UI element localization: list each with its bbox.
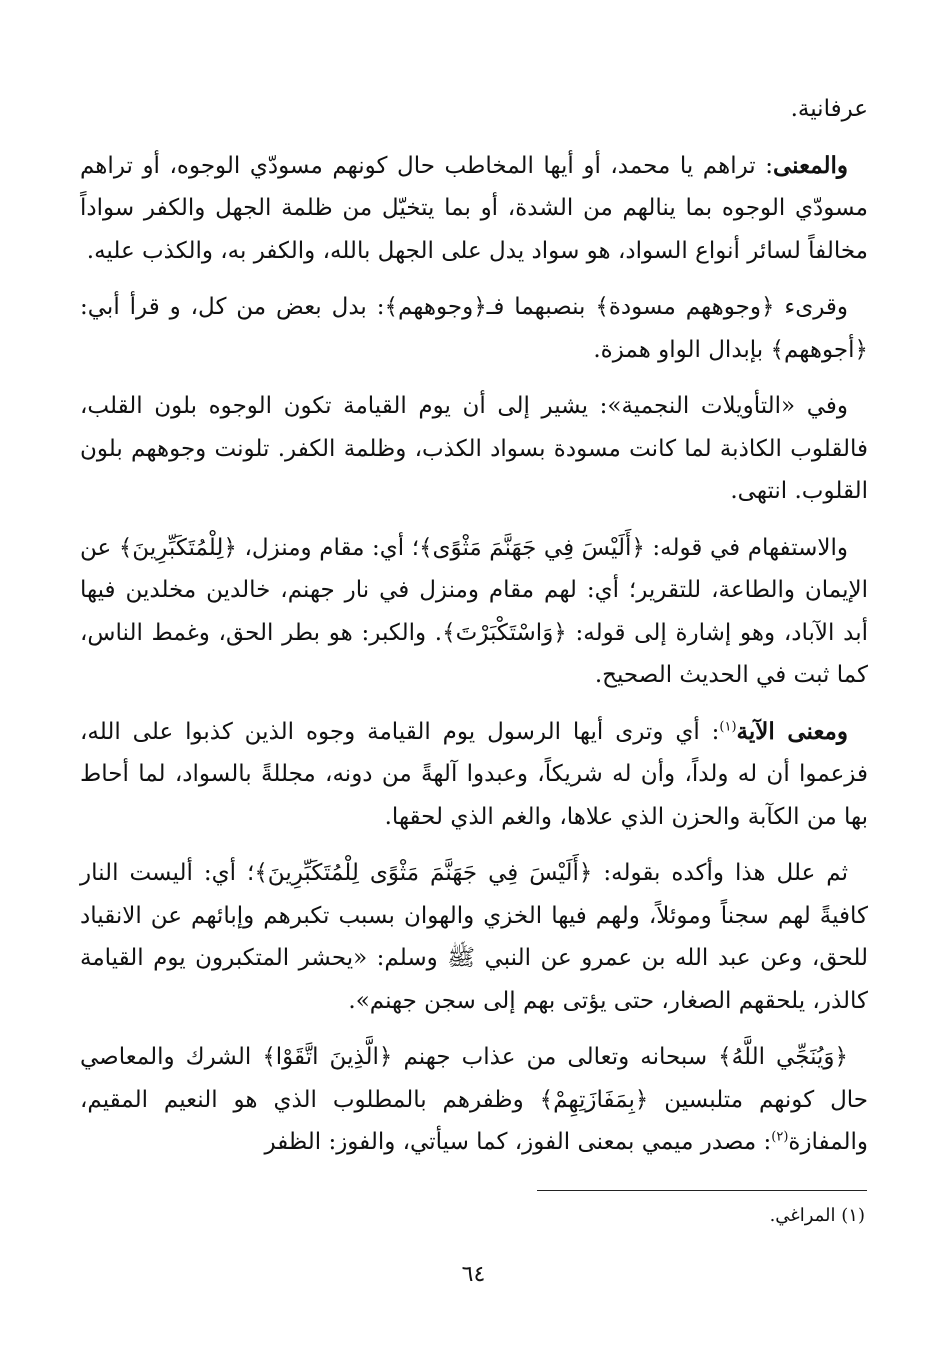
footnote-number: (١): [841, 1205, 865, 1226]
paragraph-istifham: [80, 527, 868, 697]
p7-t3: وظفرهم بالمطلوب الذي هو النعيم المقيم، والمفازة: [80, 1086, 868, 1155]
page-number: ٦٤: [461, 1262, 486, 1287]
p4-t4: . والكبر: هو بطر الحق، وغمط الناس، كما ثبت في الحديث الصحيح.: [80, 619, 868, 688]
p6-t2: ؛ أي: أليست النار كافيةً لهم سجناً وموئلاً، ولهم فيها الخزي والهوان بسبب تكبرهم وإبائهم عن الانقياد للحق، وعن عبد الله بن عمرو عن النبي ﷺ وسلم: «يحشر المتكبرون يوم القيامة كالذر، يلحقهم الصغار، حتى يؤتى بهم إلى سجن جهنم».: [80, 860, 868, 1014]
p1-lead: والمعنى: [772, 151, 848, 179]
p5-text: : أي وترى أيها الرسول يوم القيامة وجوه الذين كذبوا على الله، فزعموا أن له ولداً، وأن له شريكاً، وعبدوا آلهةً من دونه، مجللةً بالسواد، لما أحاط بها من الكآبة والحزن الذي علاها، والغم الذي لحقها.: [80, 718, 868, 830]
p2-verse-1: ﴿وجوههم مسودة﴾: [595, 294, 775, 320]
paragraph-readings: [80, 286, 868, 371]
footnote-divider: [537, 1190, 867, 1191]
p7-footnote-ref: (٢): [771, 1129, 789, 1145]
p4-t1: والاستفهام في قوله:: [644, 534, 849, 561]
p2-verse-2: ﴿وجوههم﴾: [384, 294, 487, 320]
p1-text: : تراهم يا محمد، أو أيها المخاطب حال كونهم مسودّي الوجوه، أو تراهم مسودّي الوجوه بما ينالهم من الشدة، أو بما يتخيّل من ظلمة الجهل والكفر سواداً مخالفاً لسائر أنواع السواد، هو سواد يدل على الجهل بالله، والكفر به، والكذب عليه.: [80, 152, 868, 264]
p2-t1: وقرىء: [774, 294, 848, 320]
p4-t2: ؛ أي: مقام ومنزل،: [236, 534, 420, 561]
p4-verse-3: ﴿وَاسْتَكْبَرْتَ﴾: [442, 619, 567, 646]
p5-footnote-ref: (١): [719, 718, 737, 734]
p7-verse-1: ﴿وَيُنَجِّي اللَّهُ﴾: [718, 1044, 849, 1070]
paragraph-tawilat: [80, 385, 868, 513]
p4-verse-2: ﴿لِلْمُتَكَبِّرِينَ﴾: [118, 534, 237, 561]
p3-text: وفي «التأويلات النجمية»: يشير إلى أن يوم القيامة تكون الوجوه بلون القلب، فالقلوب الكاذبة لما كانت مسودة بسواد الكذب، وظلمة الكفر. تلونت وجوههم بلون القلوب. انتهى.: [80, 393, 868, 504]
p7-t1: سبحانه وتعالى من عذاب جهنم: [392, 1044, 719, 1070]
p7-t2: الشرك والمعاصي حال كونهم متلبسين: [80, 1044, 869, 1113]
paragraph-meaning: [80, 145, 868, 273]
p5-lead: ومعنى الآية: [736, 717, 848, 745]
page-body: [80, 88, 868, 1178]
p4-verse-1: ﴿أَلَيْسَ فِي جَهَنَّمَ مَثْوًى﴾: [419, 534, 645, 561]
p4-t3: عن الإيمان والطاعة، للتقرير؛ أي: لهم مقام ومنزل في نار جهنم، خالدين مخلدين فيها أبد الآباد، وهو إشارة إلى قوله:: [80, 534, 868, 646]
paragraph-yunajji: [80, 1036, 868, 1164]
p2-t3: : بدل بعض من كل، و قرأ أبي:: [80, 294, 385, 320]
p7-verse-2: ﴿الَّذِينَ اتَّقَوْا﴾: [262, 1044, 393, 1070]
p6-verse-1: ﴿أَلَيْسَ فِي جَهَنَّمَ مَثْوًى لِلْمُتَكَبِّرِينَ﴾: [254, 860, 593, 886]
p7-t4: : مصدر ميمي بمعنى الفوز، كما سيأتي، والفوز: الظفر: [264, 1129, 772, 1155]
footnote: [770, 1205, 865, 1226]
p2-verse-3: ﴿أجوههم﴾: [770, 336, 868, 363]
p2-t2: بنصبهما فـ: [486, 294, 596, 320]
paragraph-illa: [80, 852, 868, 1022]
p6-t1: ثم علل هذا وأكده بقوله:: [592, 860, 849, 886]
footnote-text: المراغي.: [769, 1205, 836, 1226]
paragraph-0: [80, 88, 868, 131]
p7-verse-3: ﴿بِمَفَازَتِهِمْ﴾: [539, 1086, 649, 1113]
p0-text: عرفانية.: [790, 96, 868, 122]
p2-t4: بإبدال الواو همزة.: [593, 336, 771, 363]
paragraph-meaning-ayah: [80, 711, 868, 839]
